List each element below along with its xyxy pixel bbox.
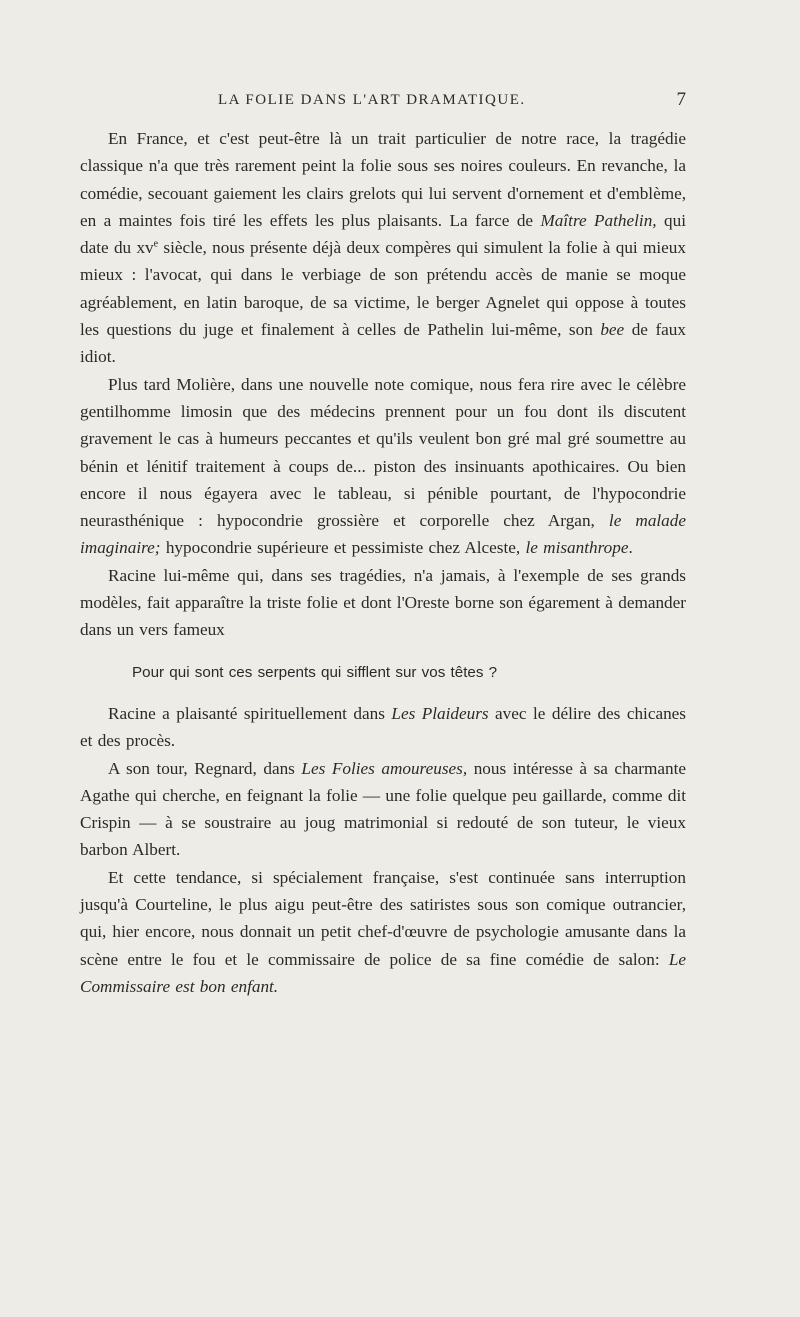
text-run: de faux idiot. (80, 320, 686, 367)
text-run: Racine a plaisanté spirituellement dans (108, 703, 392, 723)
page-number: 7 (676, 89, 686, 110)
italic-bee: bee (600, 320, 625, 340)
page-body (80, 125, 686, 1000)
title-les-plaideurs: Les Plaideurs (391, 703, 489, 723)
paragraph-6 (80, 864, 686, 1000)
verse-quote: Pour qui sont ces serpents qui sifflent sur vos têtes ? (132, 663, 498, 681)
text-run: hypocondrie supérieure et pessimiste chez Alceste, (160, 538, 526, 558)
title-malade-imaginaire: le malade imaginaire; (80, 511, 686, 558)
text-run: A son tour, Regnard, dans (108, 758, 302, 778)
title-folies-amoureuses: Les Folies amoureuses, (301, 758, 468, 778)
paragraph-3: Racine lui-même qui, dans ses tragédies, n'a jamais, à l'exemple de ses grands modèles, fait apparaître la triste folie et dont l'Oreste borne son égarement à demander dans un vers fameux (80, 565, 686, 640)
text-run: . (628, 538, 633, 558)
text-run: nous intéresse à sa charmante Agathe qui cherche, en feignant la folie — une folie quelque peu gaillarde, comme dit Crispin — à se soustraire au joug matrimonial si redouté de son tuteur, le vieux barbon Albert. (80, 758, 687, 860)
text-run: En France, et c'est peut-être là un trait particulier de notre race, la tragédie classique n'a que très rarement peint la folie sous ses noires couleurs. En revanche, la comédie, secouant gaiement les clairs grelots qui lui servent d'ornement et d'emblème, en a maintes fois tiré les effets les plus plaisants. La farce de (80, 129, 686, 230)
text-run: qui date du xv (80, 210, 686, 258)
text-run: Et cette tendance, si spécialement française, s'est continuée sans interruption jusqu'à Courteline, le plus aigu peut-être des satiristes sous son comique outrancier, qui, hier encore, nous donnait un petit chef-d'œuvre de psychologie amusante dans la scène entre le fou et le commissaire de police de sa fine comédie de salon: (80, 867, 686, 969)
text-run: siècle, nous présente déjà deux compères qui simulent la folie à qui mieux mieux : l'avocat, qui dans le verbiage de son prétendu accès de manie se moque agréablement, en latin baroque, de sa victime, le berger Agnelet qui oppose à toutes les questions du juge et finalement à celles de Pathelin lui-même, son (80, 238, 686, 340)
paragraph-4 (80, 700, 686, 755)
title-maitre-pathelin: Maître Pathelin, (540, 210, 657, 230)
title-misanthrope: le misanthrope (525, 538, 629, 558)
running-title: LA FOLIE DANS L'ART DRAMATIQUE. (218, 92, 526, 108)
title-commissaire: Le Commissaire est bon enfant. (80, 949, 686, 996)
superscript: e (153, 238, 159, 250)
paragraph-1 (80, 125, 686, 371)
paragraph-5 (80, 755, 686, 864)
text-run: Plus tard Molière, dans une nouvelle note comique, nous fera rire avec le célèbre gentilhomme limosin que des médecins prennent pour un fou dont ils discutent gravement le cas à humeurs peccantes et qu'ils veulent bon gré mal gré soumettre au bénin et lénitif traitement à coups de... piston des insinuants apothicaires. Ou bien encore il nous égayera avec le tableau, si pénible pourtant, de l'hypocondrie neurasthénique : hypocondrie grossière et corporelle chez Argan, (80, 374, 686, 531)
paragraph-2 (80, 371, 686, 562)
text-run: avec le délire des chicanes et des procès. (80, 703, 687, 751)
